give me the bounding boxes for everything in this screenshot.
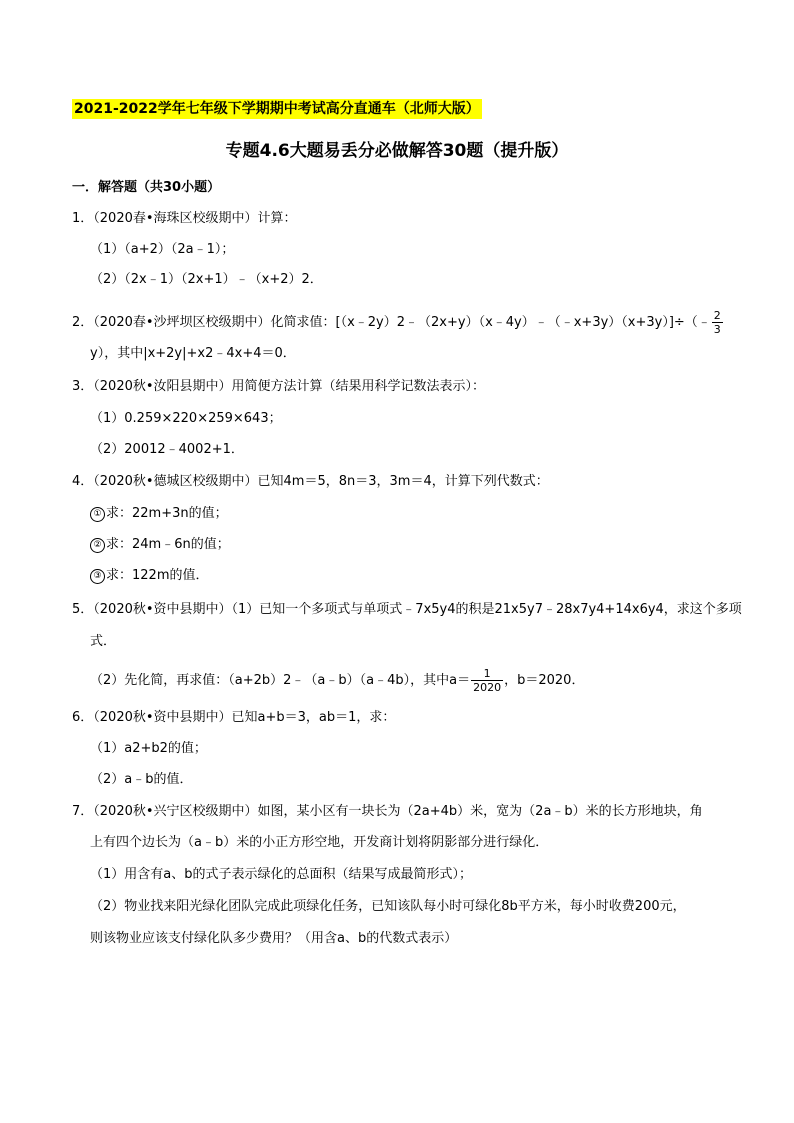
page-title: 专题4.6大题易丢分必做解答30题（提升版）	[225, 141, 569, 161]
q3-part1: （1）0.259×220×259×643；	[90, 411, 282, 426]
q4-stem: 4．（2020秋•德城区校级期中）已知4m＝5，8n＝3，3m＝4，计算下列代数式：	[72, 474, 549, 489]
q2-frac-den: 3	[713, 323, 721, 336]
q5-stem: 5．（2020秋•资中县期中）（1）已知一个多项式与单项式﹣7x5y4的积是21x5y7﹣28x7y4+14x6y4，求这个多项	[72, 602, 742, 617]
q5-frac-num: 1	[471, 667, 503, 681]
header-highlight: 2021-2022学年七年级下学期期中考试高分直通车（北师大版）	[74, 101, 480, 117]
q6-stem: 6．（2020秋•资中县期中）已知a+b＝3，ab＝1，求：	[72, 710, 396, 725]
q2-cont: y），其中|x+2y|+x2﹣4x+4＝0．	[90, 346, 296, 361]
q1-part2: （2）（2x﹣1）（2x+1）﹣（x+2）2．	[90, 272, 323, 287]
q2-stem-text: 2．（2020春•沙坪坝区校级期中）化简求值：[（x﹣2y）2﹣（2x+y）（x﹣4y）﹣（﹣x+3y）（x+3y）]÷（﹣	[72, 315, 711, 330]
q4-part3	[90, 567, 208, 585]
q4-part2-text: 求：24m﹣6n的值；	[106, 537, 230, 552]
q7-part1: （1）用含有a、b的式子表示绿化的总面积（结果写成最简形式）；	[90, 867, 472, 882]
q4-part1	[90, 505, 228, 523]
q7-stem: 7．（2020秋•兴宁区校级期中）如图，某小区有一块长为（2a+4b）米，宽为（2a﹣b）米的长方形地块，角	[72, 804, 703, 819]
q1-part1: （1）（a+2）（2a﹣1）；	[90, 242, 235, 257]
q7-part2: （2）物业找来阳光绿化团队完成此项绿化任务，已知该队每小时可绿化8b平方米，每小时收费200元，	[90, 899, 686, 914]
q2-fraction	[712, 309, 723, 336]
q2-stem	[72, 309, 724, 336]
q3-part2: （2）20012﹣4002+1．	[90, 442, 244, 457]
q2-frac-num: 2	[713, 309, 721, 322]
q4-part2	[90, 536, 230, 554]
q7-part2-cont: 则该物业应该支付绿化队多少费用？（用含a、b的代数式表示）	[90, 931, 458, 946]
section-heading: 一．解答题（共30小题）	[72, 180, 221, 195]
q7-stem-cont: 上有四个边长为（a﹣b）米的小正方形空地，开发商计划将阴影部分进行绿化．	[90, 835, 549, 850]
q5-stem-cont: 式．	[90, 634, 117, 649]
q5-frac-den: 2020	[473, 681, 502, 694]
q5-part2-text: （2）先化简，再求值：（a+2b）2﹣（a﹣b）（a﹣4b），其中a＝	[90, 673, 471, 688]
q5-part2-end: ，b＝2020．	[504, 673, 585, 688]
q4-mark-1: ①	[90, 507, 105, 522]
q5-fraction	[471, 667, 503, 694]
q1-stem: 1．（2020春•海珠区校级期中）计算：	[72, 211, 297, 226]
q4-mark-2: ②	[90, 538, 105, 553]
q3-stem: 3．（2020秋•汝阳县期中）用简便方法计算（结果用科学记数法表示）：	[72, 379, 486, 394]
q4-mark-3: ③	[90, 569, 105, 584]
q4-part1-text: 求：22m+3n的值；	[106, 506, 228, 521]
q4-part3-text: 求：122m的值．	[106, 568, 209, 583]
q6-part1: （1）a2+b2的值；	[90, 741, 207, 756]
q6-part2: （2）a﹣b的值．	[90, 772, 193, 787]
q5-part2	[90, 667, 584, 694]
